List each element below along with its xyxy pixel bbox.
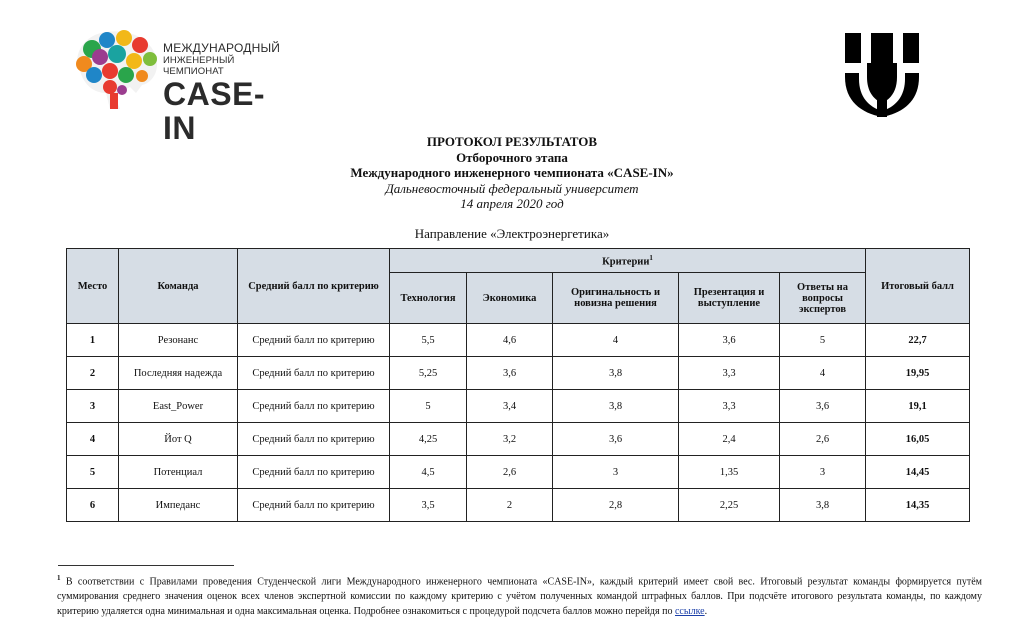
cell-total: 16,05 — [866, 423, 970, 456]
cell-presentation: 3,6 — [679, 324, 780, 357]
cell-team: Импеданс — [119, 489, 238, 522]
cell-total: 19,95 — [866, 357, 970, 390]
event-date: 14 апреля 2020 год — [460, 196, 564, 211]
cell-avg: Средний балл по критерию — [238, 489, 390, 522]
header-answers: Ответы на вопросы экспертов — [780, 273, 866, 324]
footnote-text: В соответствии с Правилами проведения Студенческой лиги Международного инженерного чемпионата «CASE-IN», каждый критерий имеет свой вес. Итоговый результат команды формируется путём суммирования среднего значения оценок всех членов экспертной комиссии по каждому критерию с учётом полученных командой штрафных баллов. При подсчёте итогового результата команды, по каждому критерию удаляется одна минимальная и одна максимальная оценка. Подробнее ознакомиться с процедурой подсчета баллов можно перейдя по — [57, 576, 982, 618]
stage-title: Отборочного этапа — [456, 149, 568, 165]
cell-economics: 2 — [467, 489, 553, 522]
direction-label: Направление «Электроэнергетика» — [414, 226, 610, 241]
footnote-link[interactable]: ссылке — [674, 606, 705, 618]
logo-line-3: CASE-IN — [163, 76, 266, 146]
table-row — [67, 324, 970, 357]
cell-originality: 2,8 — [553, 489, 679, 522]
criteria-label: Критерии — [602, 256, 650, 268]
header-criteria — [390, 249, 866, 273]
table-row — [67, 489, 970, 522]
cell-team: Йот Q — [119, 423, 238, 456]
cell-avg: Средний балл по критерию — [238, 456, 390, 489]
cell-team: Последняя надежда — [119, 357, 238, 390]
criteria-footnote-marker: 1 — [649, 253, 653, 262]
cell-answers: 3,6 — [780, 390, 866, 423]
cell-economics: 3,2 — [467, 423, 553, 456]
brain-logo-icon — [70, 27, 162, 113]
cell-technology: 5,25 — [390, 357, 467, 390]
cell-technology: 3,5 — [390, 489, 467, 522]
table-row — [67, 357, 970, 390]
cell-economics: 3,4 — [467, 390, 553, 423]
table-row — [67, 456, 970, 489]
cell-avg: Средний балл по критерию — [238, 423, 390, 456]
header-economics: Экономика — [467, 273, 553, 324]
header-place: Место — [67, 249, 119, 324]
table-row — [67, 423, 970, 456]
logo-line-1: МЕЖДУНАРОДНЫЙ — [163, 41, 281, 55]
cell-presentation: 3,3 — [679, 357, 780, 390]
cell-economics: 3,6 — [467, 357, 553, 390]
cell-place: 1 — [67, 324, 119, 357]
cell-avg: Средний балл по критерию — [238, 390, 390, 423]
document-title: ПРОТОКОЛ РЕЗУЛЬТАТОВ — [426, 134, 598, 149]
cell-presentation: 1,35 — [679, 456, 780, 489]
cell-team: Резонанс — [119, 324, 238, 357]
header-technology: Технология — [390, 273, 467, 324]
header-total: Итоговый балл — [866, 249, 970, 324]
cell-technology: 5 — [390, 390, 467, 423]
championship-title: Международного инженерного чемпионата «CASE-IN» — [350, 165, 674, 180]
cell-presentation: 2,4 — [679, 423, 780, 456]
cell-answers: 3 — [780, 456, 866, 489]
cell-economics: 4,6 — [467, 324, 553, 357]
footnote-end: . — [704, 606, 708, 618]
cell-place: 2 — [67, 357, 119, 390]
cell-avg: Средний балл по критерию — [238, 324, 390, 357]
cell-answers: 3,8 — [780, 489, 866, 522]
results-table — [66, 248, 970, 522]
logo-text — [163, 42, 280, 145]
cell-total: 19,1 — [866, 390, 970, 423]
cell-place: 4 — [67, 423, 119, 456]
university-name: Дальневосточный федеральный университет — [385, 180, 639, 196]
footnote-divider — [58, 565, 234, 566]
footnote — [57, 571, 982, 619]
cell-presentation: 2,25 — [679, 489, 780, 522]
cell-team: East_Power — [119, 390, 238, 423]
cell-originality: 3,8 — [553, 390, 679, 423]
cell-answers: 5 — [780, 324, 866, 357]
header-originality: Оригинальность и новизна решения — [553, 273, 679, 324]
cell-technology: 4,25 — [390, 423, 467, 456]
cell-originality: 3,6 — [553, 423, 679, 456]
cell-originality: 3,8 — [553, 357, 679, 390]
cell-team: Потенциал — [119, 456, 238, 489]
footnote-marker: 1 — [57, 574, 61, 582]
cell-answers: 4 — [780, 357, 866, 390]
cell-presentation: 3,3 — [679, 390, 780, 423]
table-row — [67, 390, 970, 423]
case-in-logo — [70, 27, 281, 146]
cell-place: 6 — [67, 489, 119, 522]
header-team: Команда — [119, 249, 238, 324]
cell-total: 22,7 — [866, 324, 970, 357]
cell-total: 14,45 — [866, 456, 970, 489]
cell-technology: 5,5 — [390, 324, 467, 357]
cell-economics: 2,6 — [467, 456, 553, 489]
cell-place: 3 — [67, 390, 119, 423]
header-avg: Средний балл по критерию — [238, 249, 390, 324]
cell-technology: 4,5 — [390, 456, 467, 489]
document-header — [0, 134, 1024, 212]
cell-originality: 4 — [553, 324, 679, 357]
cell-originality: 3 — [553, 456, 679, 489]
university-logo-icon — [845, 33, 919, 117]
cell-answers: 2,6 — [780, 423, 866, 456]
cell-avg: Средний балл по критерию — [238, 357, 390, 390]
cell-total: 14,35 — [866, 489, 970, 522]
header-presentation: Презентация и выступление — [679, 273, 780, 324]
cell-place: 5 — [67, 456, 119, 489]
logo-line-2: ИНЖЕНЕРНЫЙ ЧЕМПИОНАТ — [163, 55, 235, 77]
